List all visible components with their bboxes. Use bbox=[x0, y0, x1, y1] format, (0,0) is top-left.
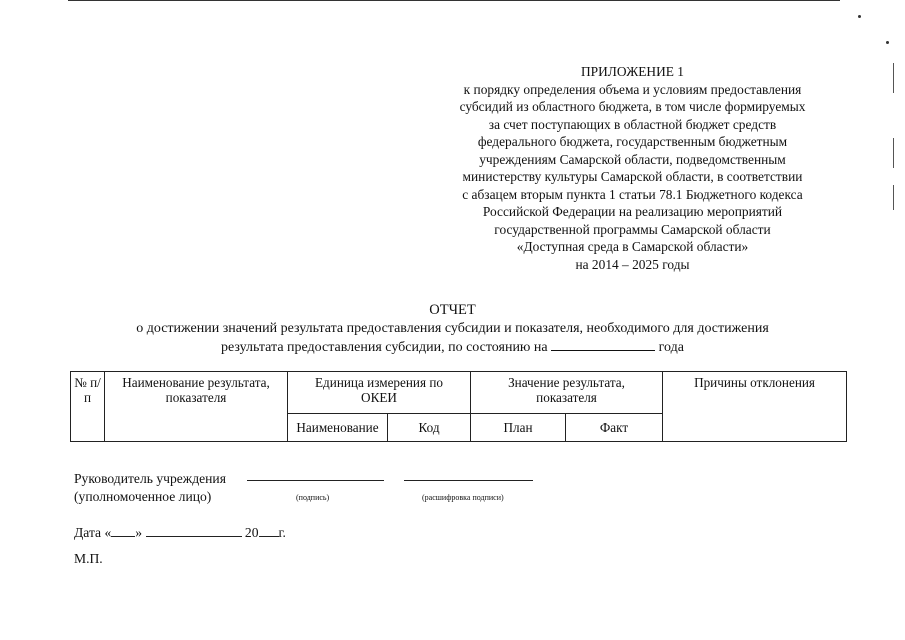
report-subtitle-after-date: года bbox=[658, 340, 684, 355]
signature-field[interactable] bbox=[247, 480, 384, 481]
date-day-field[interactable] bbox=[111, 525, 135, 537]
signature-label bbox=[74, 470, 226, 506]
date-month-field[interactable] bbox=[146, 525, 242, 537]
signature-caption: (подпись) bbox=[296, 493, 330, 502]
scan-speck bbox=[886, 41, 889, 44]
header-result-name-text: Наименование результата, показателя bbox=[122, 375, 270, 405]
date-row bbox=[74, 525, 286, 541]
report-subtitle-line2 bbox=[60, 338, 845, 357]
stamp-place: М.П. bbox=[74, 551, 103, 566]
appendix-line: федерального бюджета, государственным бюджетным bbox=[477, 134, 788, 149]
signature-decoding-field[interactable] bbox=[404, 480, 533, 481]
appendix-line: «Доступная среда в Самарской области» bbox=[516, 239, 749, 254]
report-title: ОТЧЕТ bbox=[429, 302, 476, 318]
signature-decoding-caption: (расшифровка подписи) bbox=[422, 493, 504, 502]
appendix-line: субсидий из областного бюджета, в том числе формируемых bbox=[459, 99, 806, 114]
appendix-line: учреждениям Самарской области, подведомственным bbox=[479, 151, 786, 167]
header-reasons: Причины отклонения bbox=[663, 372, 847, 442]
appendix-line: с абзацем вторым пункта 1 статьи 78.1 Бюджетного кодекса bbox=[462, 186, 803, 202]
header-value bbox=[471, 372, 663, 414]
page-top-border bbox=[68, 0, 840, 1]
appendix-line: государственной программы Самарской области bbox=[494, 221, 771, 237]
appendix-line: за счет поступающих в областной бюджет средств bbox=[488, 116, 777, 132]
appendix-title: ПРИЛОЖЕНИЕ 1 bbox=[581, 64, 684, 79]
appendix-line: к порядку определения объема и условиям предоставления bbox=[463, 81, 802, 97]
report-table bbox=[70, 371, 847, 442]
scan-mark bbox=[893, 185, 894, 210]
report-subtitle bbox=[60, 320, 845, 357]
header-unit bbox=[288, 372, 471, 414]
scan-mark bbox=[893, 138, 894, 168]
report-subtitle-before-date: результата предоставления субсидии, по состоянию на bbox=[221, 340, 548, 355]
header-value-fact: Факт bbox=[566, 414, 663, 442]
date-year-field[interactable] bbox=[259, 525, 279, 537]
header-number: № п/п bbox=[71, 372, 105, 442]
appendix-line: Российской Федерации на реализацию мероприятий bbox=[482, 204, 783, 219]
header-unit-text: Единица измерения по ОКЕИ bbox=[315, 375, 443, 405]
date-label: Дата « bbox=[74, 525, 112, 540]
signature-label-line2: (уполномоченное лицо) bbox=[74, 489, 212, 504]
appendix-line: министерству культуры Самарской области, в соответствии bbox=[462, 169, 803, 184]
header-unit-code: Код bbox=[388, 414, 471, 442]
header-result-name bbox=[105, 372, 288, 442]
appendix-line: на 2014 – 2025 годы bbox=[575, 256, 690, 272]
header-unit-name: Наименование bbox=[288, 414, 388, 442]
scan-speck bbox=[858, 15, 861, 18]
scan-mark bbox=[893, 63, 894, 93]
report-date-field[interactable] bbox=[551, 338, 655, 351]
header-value-text: Значение результата, показателя bbox=[508, 375, 625, 405]
header-value-plan: План bbox=[471, 414, 566, 442]
date-year-suffix: г. bbox=[278, 525, 286, 540]
appendix-header bbox=[405, 63, 860, 273]
report-subtitle-line1: о достижении значений результата предоставления субсидии и показателя, необходимого для достижения bbox=[136, 321, 769, 336]
date-year-prefix: 20 bbox=[244, 525, 259, 540]
date-close-quote: » bbox=[135, 525, 143, 540]
signature-label-line1: Руководитель учреждения bbox=[74, 471, 226, 486]
